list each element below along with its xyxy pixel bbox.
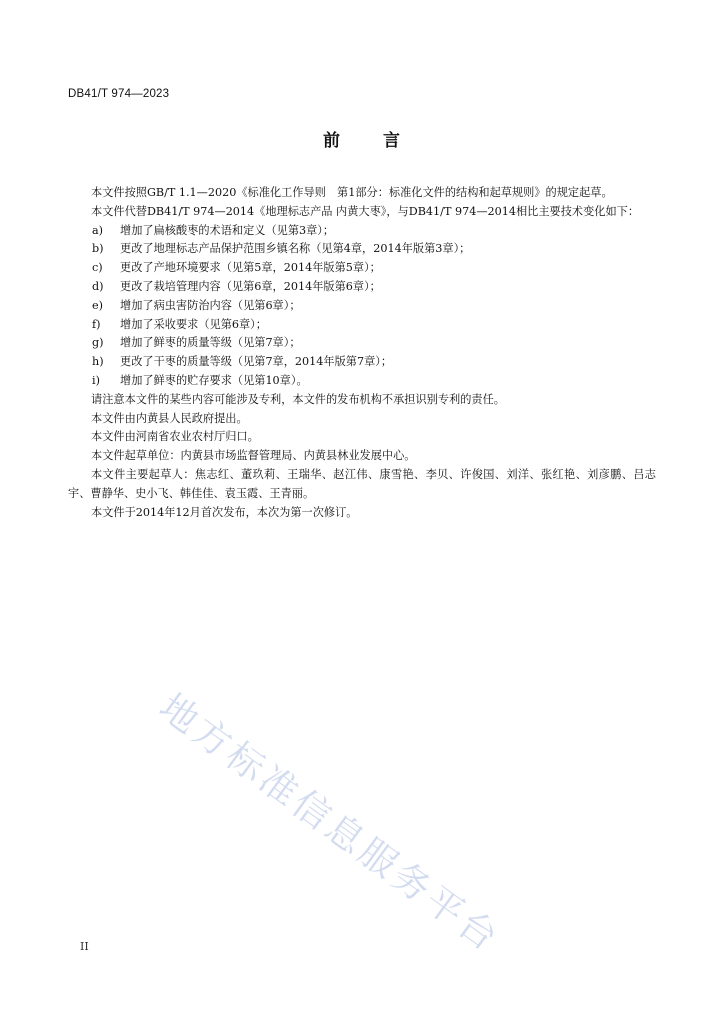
- paragraph-administrator: 本文件由河南省农业农村厅归口。: [91, 430, 259, 444]
- list-item: [68, 297, 656, 316]
- list-item-text: 增加了鲜枣的质量等级（见第7章）；: [120, 336, 301, 350]
- list-item-label: f): [92, 317, 101, 331]
- paragraph-drafting-units: 本文件起草单位：内黄县市场监督管理局、内黄县林业发展中心。: [91, 449, 416, 463]
- list-item-text: 更改了地理标志产品保护范围乡镇名称（见第4章，2014年版第3章）；: [120, 242, 471, 256]
- list-item-label: h): [92, 355, 104, 369]
- list-item-text: 增加了鲜枣的贮存要求（见第10章）。: [120, 373, 308, 387]
- list-item-label: i): [92, 373, 100, 387]
- paragraph-drafting-basis: 本文件按照GB/T 1.1—2020《标准化工作导则 第1部分：标准化文件的结构和起草规则》的规定起草。: [91, 186, 613, 199]
- list-item: [68, 240, 656, 259]
- list-item-label: a): [92, 223, 104, 237]
- page-title: [0, 126, 724, 151]
- list-item-label: g): [92, 336, 104, 350]
- list-item-label: c): [92, 261, 103, 275]
- list-item: [68, 278, 656, 297]
- list-item: [68, 353, 656, 372]
- watermark: 地方标准信息服务平台: [151, 685, 509, 962]
- list-item-text: 更改了产地环境要求（见第5章，2014年版第5章）；: [120, 261, 381, 275]
- list-item-text: 增加了病虫害防治内容（见第6章）；: [120, 298, 301, 312]
- list-item: [68, 334, 656, 353]
- list-item-text: 更改了干枣的质量等级（见第7章，2014年版第7章）；: [120, 355, 393, 369]
- list-item: [68, 259, 656, 278]
- paragraph-drafters: 本文件主要起草人：焦志红、董玖莉、王瑞华、赵江伟、康雪艳、李贝、许俊国、刘洋、张红艳、刘彦鹏、吕志宇、曹静华、史小飞、韩佳佳、袁玉霞、王青丽。: [68, 467, 656, 500]
- paragraph-history: 本文件于2014年12月首次发布，本次为第一次修订。: [91, 505, 358, 519]
- paragraph-patent-notice: 请注意本文件的某些内容可能涉及专利，本文件的发布机构不承担识别专利的责任。: [91, 392, 505, 406]
- list-item: [68, 316, 656, 335]
- page-number: II: [80, 940, 89, 953]
- foreword-body: [68, 184, 656, 522]
- list-item-text: 增加了扁核酸枣的术语和定义（见第3章）；: [120, 223, 335, 237]
- list-item: [68, 372, 656, 391]
- title-char-2: 言: [383, 131, 401, 151]
- list-item-text: 增加了采收要求（见第6章）；: [120, 317, 267, 331]
- list-item-label: b): [92, 242, 104, 256]
- paragraph-proposer: 本文件由内黄县人民政府提出。: [91, 411, 248, 425]
- list-item: [68, 222, 656, 241]
- paragraph-replacement: 本文件代替DB41/T 974—2014《地理标志产品 内黄大枣》，与DB41/T 974—2014相比主要技术变化如下：: [91, 204, 640, 218]
- list-item-label: e): [92, 298, 103, 312]
- list-item-text: 更改了栽培管理内容（见第6章，2014年版第6章）；: [120, 279, 381, 293]
- title-char-1: 前: [323, 131, 341, 151]
- list-item-label: d): [92, 279, 104, 293]
- document-code: DB41/T 974—2023: [68, 88, 170, 100]
